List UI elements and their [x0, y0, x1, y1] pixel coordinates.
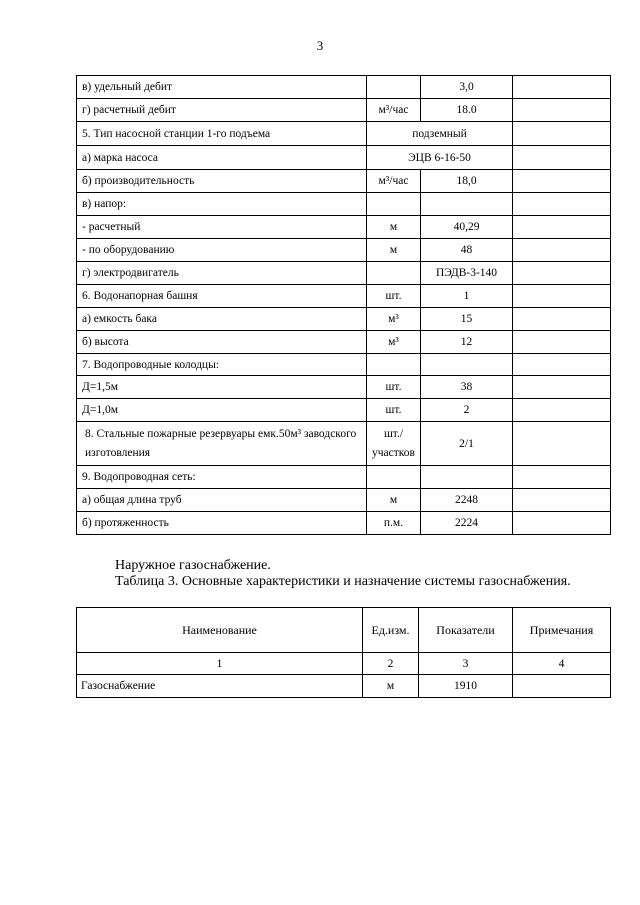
row-name: Газоснабжение — [77, 675, 363, 698]
row-unit: м³/час — [367, 170, 421, 193]
table-row — [77, 262, 611, 285]
row-value: 12 — [421, 331, 513, 354]
row-unit: шт. — [367, 399, 421, 422]
row-unit: м — [367, 489, 421, 512]
col-number: 4 — [513, 653, 611, 675]
page-number: 3 — [316, 38, 324, 53]
col-number: 2 — [363, 653, 419, 675]
row-value: ЭЦВ 6-16-50 — [367, 146, 513, 170]
row-value: 2248 — [421, 489, 513, 512]
row-unit: м³ — [367, 308, 421, 331]
row-value: 2/1 — [421, 422, 513, 466]
row-value: 15 — [421, 308, 513, 331]
water-supply-table — [76, 75, 611, 535]
row-note — [513, 331, 611, 354]
row-name: г) электродвигатель — [77, 262, 367, 285]
row-note — [513, 422, 611, 466]
table-row — [77, 170, 611, 193]
row-unit — [367, 193, 421, 216]
row-note — [513, 76, 611, 99]
row-name: б) протяженность — [77, 512, 367, 535]
table-row — [77, 239, 611, 262]
row-unit: м — [367, 239, 421, 262]
row-note — [513, 99, 611, 122]
row-unit — [367, 76, 421, 99]
row-value — [421, 466, 513, 489]
table-row — [77, 489, 611, 512]
header-name: Наименование — [77, 608, 363, 653]
row-note — [513, 512, 611, 535]
table-row — [77, 216, 611, 239]
col-number: 3 — [419, 653, 513, 675]
table-row — [77, 675, 611, 698]
row-value: ПЭДВ-3-140 — [421, 262, 513, 285]
row-value — [421, 193, 513, 216]
table-row — [77, 376, 611, 399]
row-value: 1910 — [419, 675, 513, 698]
row-note — [513, 308, 611, 331]
row-value: 18.0 — [421, 99, 513, 122]
row-unit: м — [363, 675, 419, 698]
row-name: 6. Водонапорная башня — [77, 285, 367, 308]
row-note — [513, 376, 611, 399]
row-name: - по оборудованию — [77, 239, 367, 262]
table-row — [77, 99, 611, 122]
row-name: а) марка насоса — [77, 146, 367, 170]
table-row — [77, 76, 611, 99]
row-name: - расчетный — [77, 216, 367, 239]
section-title: Наружное газоснабжение. — [115, 558, 271, 573]
row-value: 3,0 — [421, 76, 513, 99]
row-name: б) производительность — [77, 170, 367, 193]
table-row — [77, 512, 611, 535]
table-row — [77, 122, 611, 146]
row-value: 48 — [421, 239, 513, 262]
row-value: подземный — [367, 122, 513, 146]
table-row — [77, 193, 611, 216]
table-row — [77, 354, 611, 376]
row-unit — [367, 354, 421, 376]
row-note — [513, 262, 611, 285]
row-note — [513, 122, 611, 146]
row-unit: шт. — [367, 285, 421, 308]
row-name: а) общая длина труб — [77, 489, 367, 512]
row-name: 9. Водопроводная сеть: — [77, 466, 367, 489]
column-number-row — [77, 653, 611, 675]
table-caption: Таблица 3. Основные характеристики и назначение системы газоснабжения. — [115, 574, 571, 589]
gas-supply-table — [76, 607, 611, 698]
row-unit: шт./участков — [367, 422, 421, 466]
table-row — [77, 146, 611, 170]
row-name: б) высота — [77, 331, 367, 354]
row-value: 1 — [421, 285, 513, 308]
table-row — [77, 331, 611, 354]
row-note — [513, 489, 611, 512]
row-name: в) напор: — [77, 193, 367, 216]
header-unit: Ед.изм. — [363, 608, 419, 653]
row-note — [513, 170, 611, 193]
row-name: 7. Водопроводные колодцы: — [77, 354, 367, 376]
row-note — [513, 399, 611, 422]
row-name: г) расчетный дебит — [77, 99, 367, 122]
header-note: Примечания — [513, 608, 611, 653]
row-name: 8. Стальные пожарные резервуары емк.50м³ заводского изготовления — [77, 422, 367, 466]
header-value: Показатели — [419, 608, 513, 653]
row-note — [513, 239, 611, 262]
row-note — [513, 354, 611, 376]
row-name: в) удельный дебит — [77, 76, 367, 99]
row-unit — [367, 466, 421, 489]
row-unit: шт. — [367, 376, 421, 399]
table-row — [77, 308, 611, 331]
row-value: 40,29 — [421, 216, 513, 239]
row-value: 38 — [421, 376, 513, 399]
row-name: а) емкость бака — [77, 308, 367, 331]
row-name: Д=1,0м — [77, 399, 367, 422]
row-name: 5. Тип насосной станции 1-го подъема — [77, 122, 367, 146]
col-number: 1 — [77, 653, 363, 675]
row-note — [513, 285, 611, 308]
row-note — [513, 466, 611, 489]
row-value: 2224 — [421, 512, 513, 535]
row-unit: п.м. — [367, 512, 421, 535]
table-row — [77, 422, 611, 466]
table-row — [77, 466, 611, 489]
row-value: 18,0 — [421, 170, 513, 193]
table-row — [77, 399, 611, 422]
table-header-row — [77, 608, 611, 653]
row-value: 2 — [421, 399, 513, 422]
table-row — [77, 285, 611, 308]
row-name: Д=1,5м — [77, 376, 367, 399]
row-unit — [367, 262, 421, 285]
row-unit: м³ — [367, 331, 421, 354]
row-unit: м — [367, 216, 421, 239]
row-note — [513, 675, 611, 698]
row-value — [421, 354, 513, 376]
row-note — [513, 216, 611, 239]
row-unit: м³/час — [367, 99, 421, 122]
row-note — [513, 146, 611, 170]
row-note — [513, 193, 611, 216]
